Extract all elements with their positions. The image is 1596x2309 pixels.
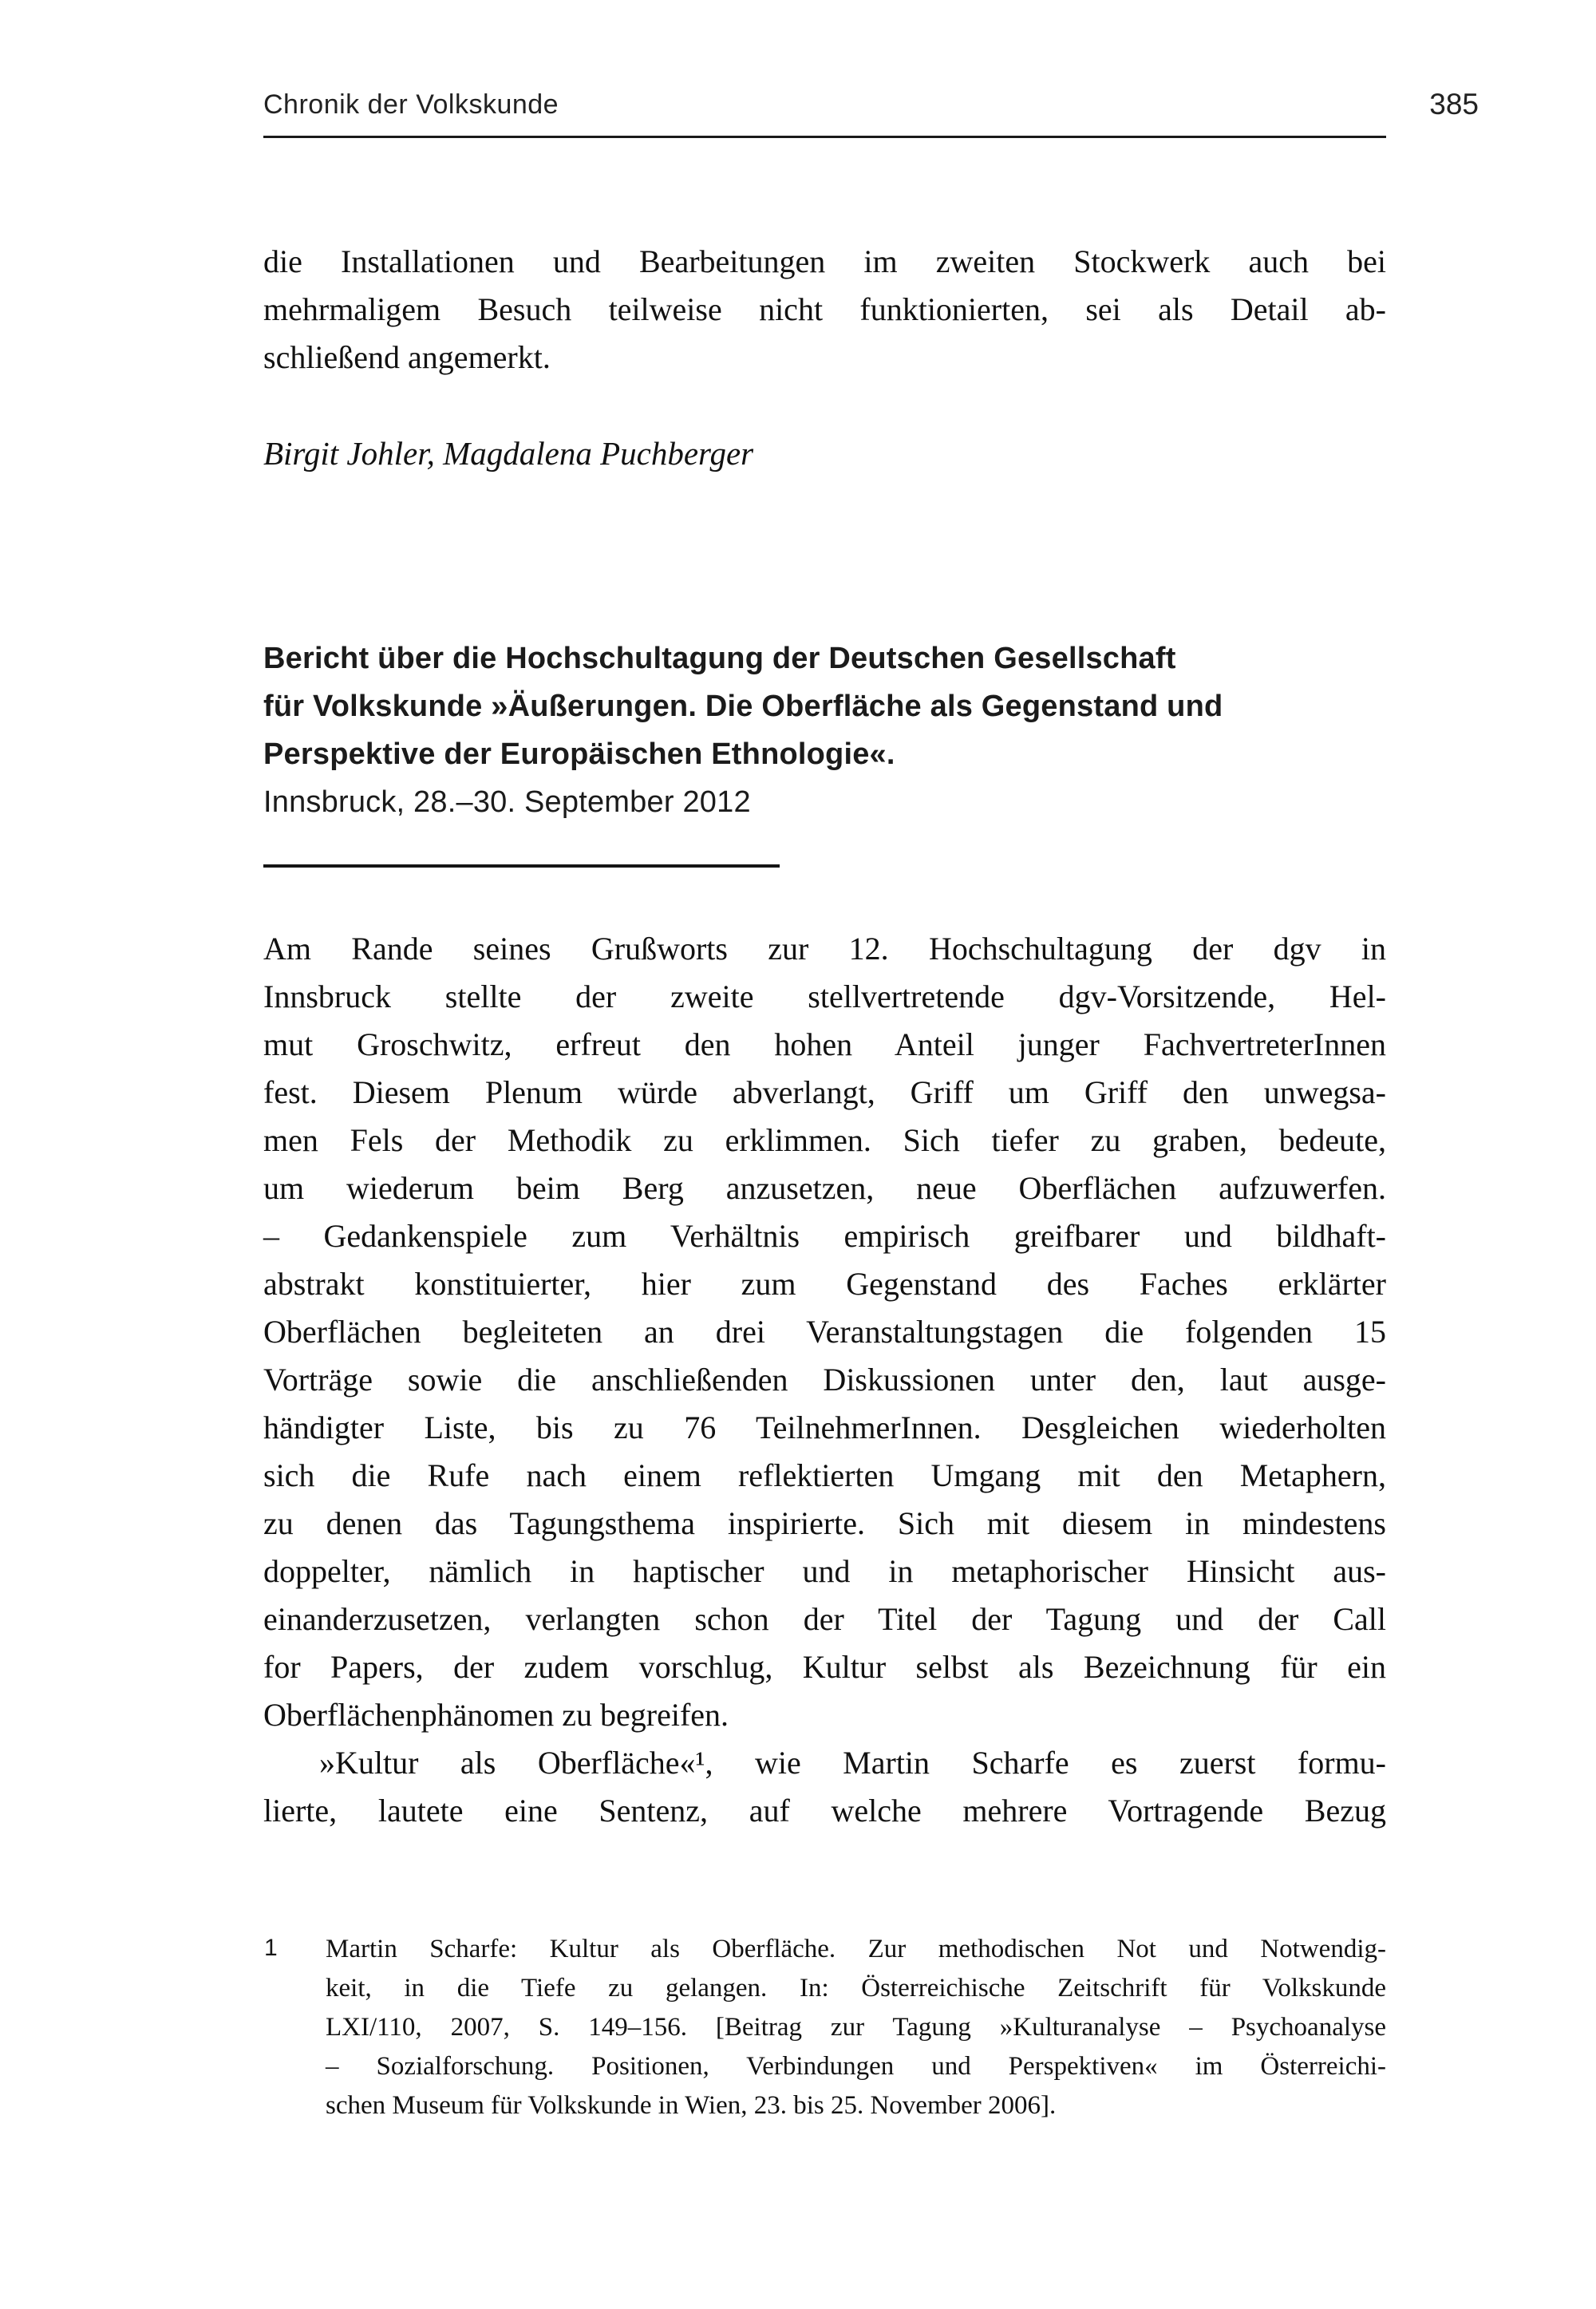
text-line: »Kultur als Oberfläche«¹, wie Martin Scharfe es zuerst formu-	[319, 1745, 1386, 1781]
header-rule	[263, 136, 1386, 138]
text-line: Oberflächenphänomen zu begreifen.	[263, 1697, 729, 1733]
footnote-line: Martin Scharfe: Kultur als Oberfläche. Zur methodischen Not und Notwendig-	[326, 1935, 1386, 1963]
footnote-marker: 1	[264, 1935, 278, 1961]
text-line: fest. Diesem Plenum würde abverlangt, Griff um Griff den unwegsa-	[263, 1074, 1386, 1110]
text-line: men Fels der Methodik zu erklimmen. Sich tiefer zu graben, bedeute,	[263, 1122, 1386, 1158]
body-text	[263, 925, 1386, 1835]
text-line: einanderzusetzen, verlangten schon der Titel der Tagung und der Call	[263, 1601, 1386, 1637]
intro-paragraph	[263, 238, 1386, 382]
text-line: abstrakt konstituierter, hier zum Gegenstand des Faches erklärter	[263, 1266, 1386, 1302]
report-heading	[263, 635, 1420, 826]
text-line: Oberflächen begleiteten an drei Veranstaltungstagen die folgenden 15	[263, 1314, 1386, 1350]
report-title-line: für Volkskunde »Äußerungen. Die Oberfläche als Gegenstand und	[263, 690, 1223, 723]
text-line: die Installationen und Bearbeitungen im zweiten Stockwerk auch bei	[263, 243, 1386, 279]
footnote-text	[326, 1930, 1386, 2125]
page-number: 385	[1429, 88, 1479, 121]
title-rule	[263, 864, 780, 868]
text-line: – Gedankenspiele zum Verhältnis empirisch greifbarer und bildhaft-	[263, 1218, 1386, 1254]
footnote-line: keit, in die Tiefe zu gelangen. In: Österreichische Zeitschrift für Volkskunde	[326, 1974, 1386, 2003]
text-line: doppelter, nämlich in haptischer und in metaphorischer Hinsicht aus-	[263, 1553, 1386, 1589]
text-line: lierte, lautete eine Sentenz, auf welche mehrere Vortragende Bezug	[263, 1793, 1386, 1829]
footnote-line: schen Museum für Volkskunde in Wien, 23. bis 25. November 2006].	[326, 2091, 1057, 2120]
footnote-line: LXI/110, 2007, S. 149–156. [Beitrag zur Tagung »Kulturanalyse – Psychoanalyse	[326, 2013, 1386, 2042]
text-line: zu denen das Tagungsthema inspirierte. Sich mit diesem in mindestens	[263, 1505, 1386, 1541]
text-line: Vorträge sowie die anschließenden Diskussionen unter den, laut ausge-	[263, 1362, 1386, 1398]
text-line: for Papers, der zudem vorschlug, Kultur selbst als Bezeichnung für ein	[263, 1649, 1386, 1685]
text-line: mut Groschwitz, erfreut den hohen Anteil junger FachvertreterInnen	[263, 1026, 1386, 1062]
report-title-line: Perspektive der Europäischen Ethnologie«.	[263, 737, 895, 771]
text-line: Innsbruck stellte der zweite stellvertretende dgv-Vorsitzende, Hel-	[263, 979, 1386, 1014]
text-line: händigter Liste, bis zu 76 TeilnehmerInnen. Desgleichen wiederholten	[263, 1410, 1386, 1445]
text-line: mehrmaligem Besuch teilweise nicht funktionierten, sei als Detail ab-	[263, 291, 1386, 327]
running-title: Chronik der Volkskunde	[263, 89, 559, 120]
authors-line: Birgit Johler, Magdalena Puchberger	[263, 435, 754, 472]
report-subtitle: Innsbruck, 28.–30. September 2012	[263, 785, 751, 819]
report-title-line: Bericht über die Hochschultagung der Deutschen Gesellschaft	[263, 642, 1176, 675]
footnote-line: – Sozialforschung. Positionen, Verbindungen und Perspektiven« im Österreichi-	[326, 2052, 1386, 2081]
text-line: schließend angemerkt.	[263, 339, 551, 375]
text-line: Am Rande seines Grußworts zur 12. Hochschultagung der dgv in	[263, 931, 1386, 967]
text-line: um wiederum beim Berg anzusetzen, neue Oberflächen aufzuwerfen.	[263, 1170, 1386, 1206]
text-line: sich die Rufe nach einem reflektierten Umgang mit den Metaphern,	[263, 1457, 1386, 1493]
